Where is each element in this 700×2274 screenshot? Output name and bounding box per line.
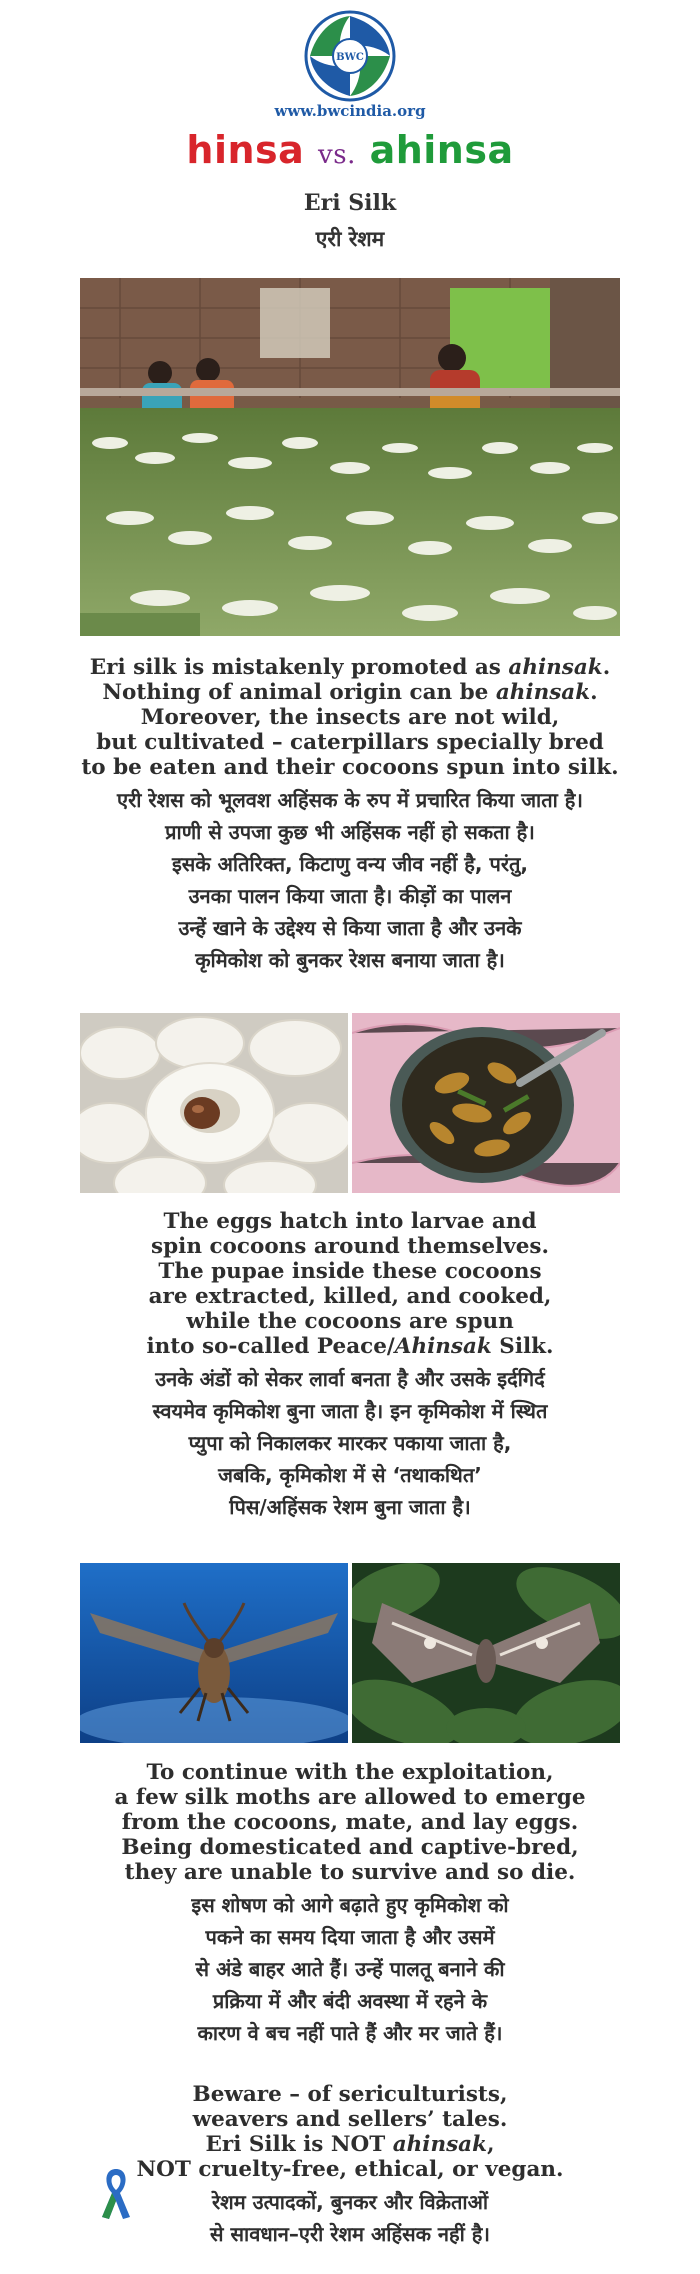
s2-hi-line: जबकि, कृमिकोश में से ‘तथाकथित’: [218, 1463, 482, 1487]
bwc-logo: [0, 8, 700, 103]
s4-en-line: weavers and sellers’ tales.: [192, 2107, 508, 2132]
s1-hi-line: इसके अतिरिक्त, किटाणु वन्य जीव नहीं है, परंतु,: [171, 852, 529, 876]
section-2-text: [40, 1209, 660, 1523]
s2-en-line: are extracted, killed, and cooked,: [148, 1284, 552, 1309]
site-url[interactable]: www.bwcindia.org: [274, 102, 426, 120]
bwc-logo-icon: [302, 8, 398, 104]
s3-hi-line: कारण वे बच नहीं पाते हैं और मर जाते हैं।: [197, 2021, 503, 2045]
s1-en-line: Nothing of animal origin can be ahinsak.: [102, 680, 598, 705]
section-1-text: [40, 655, 660, 976]
s4-en-line: Beware – of sericulturists,: [192, 2082, 508, 2107]
s4-en-line: Eri Silk is NOT ahinsak,: [205, 2132, 495, 2157]
s2-en-line: into so-called Peace/Ahinsak Silk.: [146, 1334, 554, 1359]
page-title-en: Eri Silk: [303, 190, 397, 216]
s3-hi-line: से अंडे बाहर आते हैं। उन्हें पालतू बनाने की: [195, 1957, 505, 1981]
s3-en-line: Being domesticated and captive-bred,: [121, 1835, 579, 1860]
section-2-english: [40, 1209, 660, 1359]
logo-text: BWC: [336, 52, 364, 63]
s1-en-line: Moreover, the insects are not wild,: [140, 705, 560, 730]
s3-en-line: To continue with the exploitation,: [146, 1760, 554, 1785]
page-title-hi: एरी रेशम: [315, 226, 385, 251]
s3-en-line: they are unable to survive and so die.: [124, 1860, 576, 1885]
brand-vs: vs.: [318, 140, 356, 170]
s3-hi-line: पकने का समय दिया जाता है और उसमें: [205, 1925, 495, 1949]
section-3-text: [40, 1760, 660, 2049]
awareness-ribbon-icon: [98, 2165, 134, 2225]
s3-en-line: from the cocoons, mate, and lay eggs.: [121, 1810, 579, 1835]
s1-en-line: but cultivated – caterpillars specially bred: [96, 730, 604, 755]
section-1-english: [40, 655, 660, 780]
s3-hi-line: इस शोषण को आगे बढ़ाते हुए कृमिकोश को: [191, 1893, 509, 1917]
s2-en-line: while the cocoons are spun: [186, 1309, 514, 1334]
s1-hi-line: उनका पालन किया जाता है। कीड़ों का पालन: [188, 884, 512, 908]
s2-en-line: The pupae inside these cocoons: [158, 1259, 542, 1284]
s3-en-line: a few silk moths are allowed to emerge: [114, 1785, 586, 1810]
s4-en-line: NOT cruelty-free, ethical, or vegan.: [136, 2157, 564, 2182]
s1-hi-line: एरी रेशस को भूलवश अहिंसक के रुप में प्रचारित किया जाता है।: [117, 788, 583, 812]
brand-hinsa: hinsa: [186, 128, 305, 172]
s4-hi-line: से सावधान–एरी रेशम अहिंसक नहीं है।: [210, 2222, 490, 2246]
s2-hi-line: उनके अंडों को सेकर लार्वा बनता है और उसके इर्दगिर्द: [155, 1367, 545, 1391]
s2-hi-line: पिस/अहिंसक रेशम बुना जाता है।: [229, 1495, 471, 1519]
section-3-hindi: [40, 1889, 660, 2049]
section-3-english: [40, 1760, 660, 1885]
section-1-hindi: [40, 784, 660, 976]
s1-en-line: Eri silk is mistakenly promoted as ahinsak.: [89, 655, 611, 680]
s3-hi-line: प्रक्रिया में और बंदी अवस्था में रहने के: [212, 1989, 488, 2013]
cooked-pupae-photo: [352, 1013, 620, 1193]
cocoons-photo: [80, 1013, 348, 1193]
moth-on-leaves-photo: [352, 1563, 620, 1743]
silkworm-rearing-photo: [80, 278, 620, 636]
s2-hi-line: स्वयमेव कृमिकोश बुना जाता है। इन कृमिकोश में स्थित: [152, 1399, 548, 1423]
section-2-hindi: [40, 1363, 660, 1523]
s1-en-line: to be eaten and their cocoons spun into silk.: [81, 755, 619, 780]
s1-hi-line: प्राणी से उपजा कुछ भी अहिंसक नहीं हो सकता है।: [165, 820, 535, 844]
s4-hi-line: रेशम उत्पादकों, बुनकर और विक्रेताओं: [211, 2190, 489, 2214]
brand-ahinsa: ahinsa: [369, 128, 514, 172]
s1-hi-line: कृमिकोश को बुनकर रेशस बनाया जाता है।: [195, 948, 505, 972]
brand-title: [0, 128, 700, 172]
s2-en-line: spin cocoons around themselves.: [151, 1234, 549, 1259]
moth-blue-background-photo: [80, 1563, 348, 1743]
s2-hi-line: प्युपा को निकालकर मारकर पकाया जाता है,: [188, 1431, 512, 1455]
s2-en-line: The eggs hatch into larvae and: [163, 1209, 537, 1234]
s1-hi-line: उन्हें खाने के उद्देश्य से किया जाता है और उनके: [178, 916, 522, 940]
